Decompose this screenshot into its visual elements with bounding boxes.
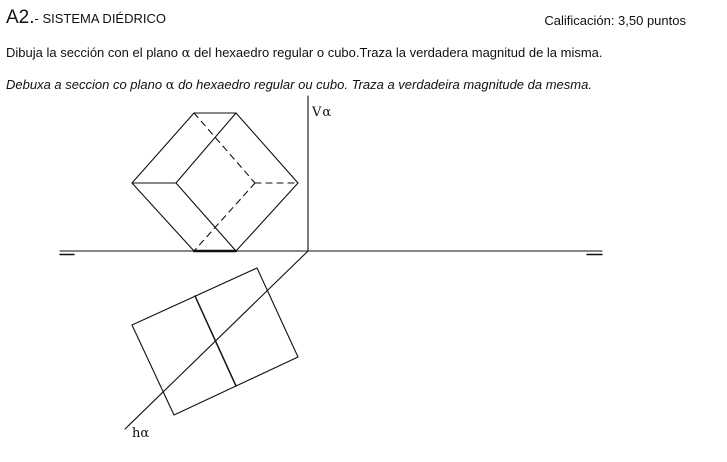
horizontal-trace-h-alpha: [125, 251, 308, 429]
alpha-symbol: α: [165, 78, 175, 93]
cube-plan-middle-edge: [195, 296, 236, 386]
label-h-alpha-symbol: α: [140, 426, 150, 441]
label-v-alpha: [311, 105, 331, 120]
exercise-code: A2.: [6, 7, 35, 28]
statement-spanish-part2: del hexaedro regular o cubo.Traza la verdadera magnitud de la misma.: [190, 45, 603, 60]
exercise-system-name: - SISTEMA DIÉDRICO: [34, 11, 166, 26]
label-h-alpha: [132, 426, 149, 441]
cube-hidden-edges: [194, 113, 298, 251]
statement-galician-part2: do hexaedro regular ou cubo. Traza a verdadeira magnitude da mesma.: [174, 77, 592, 92]
label-v-letter: V: [312, 105, 322, 120]
statement-galician-part1: Debuxa a seccion co plano: [6, 77, 166, 92]
label-h-letter: h: [132, 426, 141, 441]
alpha-symbol: α: [181, 46, 191, 61]
cube-vertical-projection: [132, 113, 298, 251]
cube-horizontal-projection: [132, 268, 298, 415]
statement-spanish-part1: Dibuja la sección con el plano: [6, 45, 182, 60]
label-v-alpha-symbol: α: [322, 105, 332, 120]
grade-label: Calificación: 3,50 puntos: [544, 13, 686, 28]
